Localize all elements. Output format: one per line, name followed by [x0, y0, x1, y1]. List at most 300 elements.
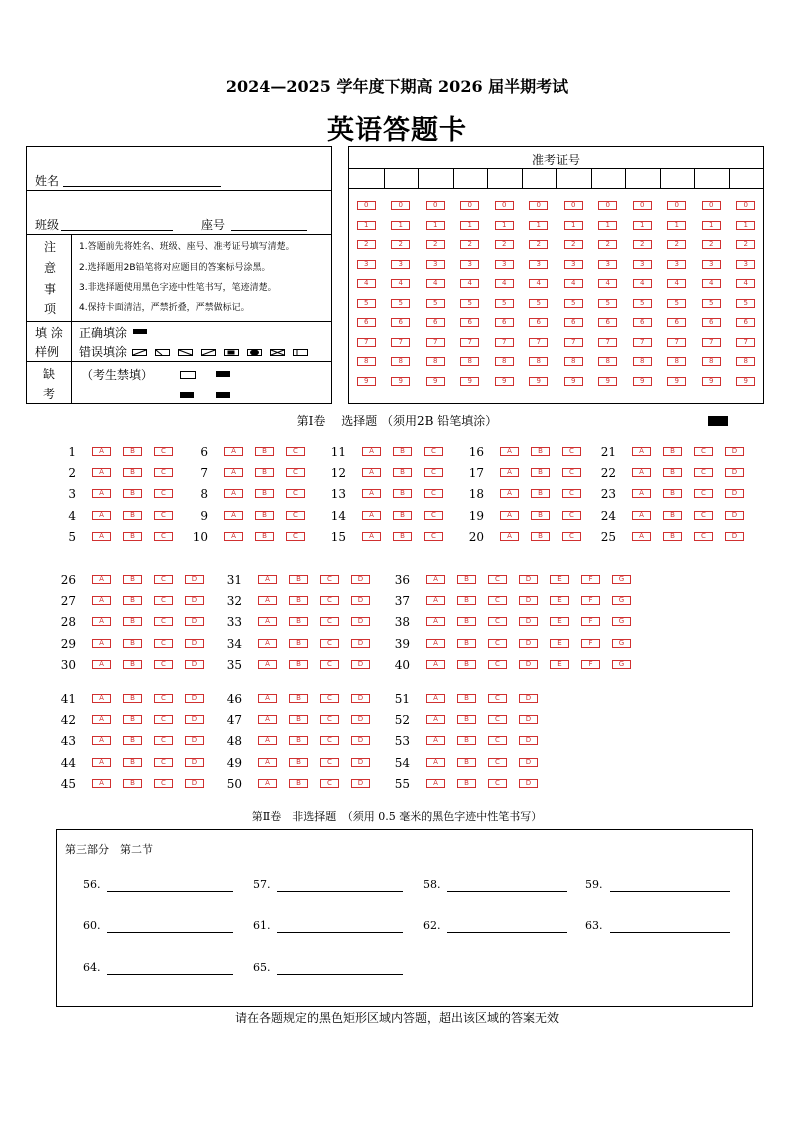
exam-id-digit-bubble[interactable]: 5	[357, 299, 376, 308]
exam-id-digit-bubble[interactable]: 3	[529, 260, 548, 269]
answer-option-bubble[interactable]: C	[320, 736, 339, 745]
exam-id-digit-bubble[interactable]: 1	[495, 221, 514, 230]
answer-option-bubble[interactable]: B	[289, 715, 308, 724]
exam-id-digit-bubble[interactable]: 4	[702, 279, 721, 288]
answer-option-bubble[interactable]: A	[92, 511, 111, 520]
exam-id-digit-bubble[interactable]: 4	[564, 279, 583, 288]
answer-option-bubble[interactable]: C	[320, 617, 339, 626]
exam-id-digit-bubble[interactable]: 6	[667, 318, 686, 327]
answer-option-bubble[interactable]: A	[258, 639, 277, 648]
exam-id-digit-bubble[interactable]: 2	[426, 240, 445, 249]
answer-option-bubble[interactable]: B	[531, 468, 550, 477]
exam-id-digit-bubble[interactable]: 0	[667, 201, 686, 210]
answer-option-bubble[interactable]: A	[258, 660, 277, 669]
exam-id-digit-bubble[interactable]: 5	[736, 299, 755, 308]
answer-option-bubble[interactable]: A	[224, 447, 243, 456]
exam-id-digit-bubble[interactable]: 4	[667, 279, 686, 288]
answer-option-bubble[interactable]: D	[351, 779, 370, 788]
answer-option-bubble[interactable]: D	[185, 715, 204, 724]
exam-id-digit-bubble[interactable]: 1	[460, 221, 479, 230]
exam-id-digit-bubble[interactable]: 3	[702, 260, 721, 269]
answer-option-bubble[interactable]: A	[92, 660, 111, 669]
answer-option-bubble[interactable]: A	[224, 468, 243, 477]
exam-id-digit-bubble[interactable]: 2	[460, 240, 479, 249]
exam-id-digit-bubble[interactable]: 0	[460, 201, 479, 210]
answer-option-bubble[interactable]: C	[320, 660, 339, 669]
answer-option-bubble[interactable]: E	[550, 575, 569, 584]
answer-option-bubble[interactable]: B	[393, 511, 412, 520]
answer-option-bubble[interactable]: D	[351, 575, 370, 584]
answer-option-bubble[interactable]: B	[123, 447, 142, 456]
exam-id-digit-bubble[interactable]: 8	[426, 357, 445, 366]
answer-option-bubble[interactable]: B	[255, 489, 274, 498]
answer-line[interactable]	[277, 931, 403, 933]
answer-option-bubble[interactable]: D	[185, 779, 204, 788]
answer-option-bubble[interactable]: D	[185, 617, 204, 626]
exam-id-digit-bubble[interactable]: 6	[426, 318, 445, 327]
exam-id-digit-bubble[interactable]: 1	[529, 221, 548, 230]
answer-option-bubble[interactable]: D	[519, 575, 538, 584]
exam-id-digit-bubble[interactable]: 8	[736, 357, 755, 366]
answer-option-bubble[interactable]: C	[694, 489, 713, 498]
exam-id-digit-bubble[interactable]: 7	[702, 338, 721, 347]
exam-id-digit-bubble[interactable]: 5	[598, 299, 617, 308]
exam-id-digit-bubble[interactable]: 7	[633, 338, 652, 347]
answer-option-bubble[interactable]: C	[320, 779, 339, 788]
answer-option-bubble[interactable]: B	[123, 617, 142, 626]
answer-option-bubble[interactable]: A	[500, 489, 519, 498]
answer-option-bubble[interactable]: C	[488, 694, 507, 703]
answer-option-bubble[interactable]: A	[92, 468, 111, 477]
answer-option-bubble[interactable]: C	[488, 758, 507, 767]
answer-option-bubble[interactable]: C	[154, 596, 173, 605]
exam-id-digit-bubble[interactable]: 9	[495, 377, 514, 386]
answer-line[interactable]	[447, 890, 567, 892]
exam-id-digit-bubble[interactable]: 2	[736, 240, 755, 249]
answer-option-bubble[interactable]: C	[154, 758, 173, 767]
answer-option-bubble[interactable]: A	[426, 736, 445, 745]
answer-option-bubble[interactable]: D	[519, 639, 538, 648]
answer-option-bubble[interactable]: D	[351, 736, 370, 745]
exam-id-digit-bubble[interactable]: 4	[391, 279, 410, 288]
name-field[interactable]	[63, 172, 221, 187]
answer-option-bubble[interactable]: C	[154, 532, 173, 541]
answer-option-bubble[interactable]: F	[581, 660, 600, 669]
answer-option-bubble[interactable]: A	[500, 447, 519, 456]
exam-id-digit-bubble[interactable]: 0	[736, 201, 755, 210]
exam-id-digit-bubble[interactable]: 0	[391, 201, 410, 210]
answer-option-bubble[interactable]: C	[424, 511, 443, 520]
answer-option-bubble[interactable]: D	[519, 758, 538, 767]
answer-option-bubble[interactable]: B	[123, 489, 142, 498]
answer-option-bubble[interactable]: A	[500, 468, 519, 477]
answer-option-bubble[interactable]: C	[424, 447, 443, 456]
answer-option-bubble[interactable]: C	[694, 468, 713, 477]
answer-option-bubble[interactable]: C	[154, 447, 173, 456]
exam-id-digit-bubble[interactable]: 8	[702, 357, 721, 366]
exam-id-digit-bubble[interactable]: 2	[357, 240, 376, 249]
answer-option-bubble[interactable]: B	[255, 447, 274, 456]
answer-option-bubble[interactable]: B	[289, 596, 308, 605]
answer-option-bubble[interactable]: A	[224, 532, 243, 541]
answer-option-bubble[interactable]: B	[289, 639, 308, 648]
answer-option-bubble[interactable]: D	[519, 779, 538, 788]
exam-id-digit-bubble[interactable]: 1	[702, 221, 721, 230]
seat-field[interactable]	[231, 216, 307, 231]
answer-option-bubble[interactable]: D	[519, 617, 538, 626]
answer-option-bubble[interactable]: G	[612, 617, 631, 626]
answer-option-bubble[interactable]: B	[123, 694, 142, 703]
answer-option-bubble[interactable]: B	[457, 617, 476, 626]
answer-option-bubble[interactable]: D	[185, 660, 204, 669]
exam-id-digit-bubble[interactable]: 9	[460, 377, 479, 386]
exam-id-digit-bubble[interactable]: 6	[495, 318, 514, 327]
answer-option-bubble[interactable]: D	[725, 511, 744, 520]
exam-id-digit-bubble[interactable]: 8	[460, 357, 479, 366]
answer-option-bubble[interactable]: B	[663, 447, 682, 456]
answer-option-bubble[interactable]: A	[632, 532, 651, 541]
answer-option-bubble[interactable]: A	[426, 596, 445, 605]
answer-option-bubble[interactable]: A	[362, 532, 381, 541]
exam-id-digit-bubble[interactable]: 2	[598, 240, 617, 249]
answer-option-bubble[interactable]: A	[92, 575, 111, 584]
exam-id-digit-bubble[interactable]: 0	[357, 201, 376, 210]
exam-id-digit-bubble[interactable]: 3	[633, 260, 652, 269]
answer-option-bubble[interactable]: D	[351, 758, 370, 767]
exam-id-digit-bubble[interactable]: 2	[702, 240, 721, 249]
answer-option-bubble[interactable]: B	[457, 660, 476, 669]
answer-option-bubble[interactable]: B	[663, 511, 682, 520]
exam-id-digit-bubble[interactable]: 6	[564, 318, 583, 327]
exam-id-digit-bubble[interactable]: 3	[460, 260, 479, 269]
answer-option-bubble[interactable]: D	[185, 596, 204, 605]
answer-option-bubble[interactable]: B	[531, 489, 550, 498]
answer-option-bubble[interactable]: C	[154, 694, 173, 703]
answer-option-bubble[interactable]: C	[154, 639, 173, 648]
answer-option-bubble[interactable]: B	[531, 511, 550, 520]
answer-option-bubble[interactable]: A	[632, 447, 651, 456]
answer-option-bubble[interactable]: C	[320, 758, 339, 767]
answer-option-bubble[interactable]: C	[488, 779, 507, 788]
exam-id-digit-bubble[interactable]: 3	[495, 260, 514, 269]
answer-option-bubble[interactable]: A	[426, 758, 445, 767]
exam-id-digit-bubble[interactable]: 8	[598, 357, 617, 366]
answer-option-bubble[interactable]: A	[258, 575, 277, 584]
answer-option-bubble[interactable]: B	[393, 447, 412, 456]
answer-option-bubble[interactable]: C	[154, 511, 173, 520]
answer-option-bubble[interactable]: A	[92, 694, 111, 703]
answer-option-bubble[interactable]: B	[123, 660, 142, 669]
answer-option-bubble[interactable]: C	[286, 532, 305, 541]
exam-id-digit-bubble[interactable]: 3	[667, 260, 686, 269]
answer-option-bubble[interactable]: C	[488, 660, 507, 669]
exam-id-digit-bubble[interactable]: 7	[495, 338, 514, 347]
exam-id-digit-bubble[interactable]: 9	[391, 377, 410, 386]
answer-line[interactable]	[107, 890, 233, 892]
answer-option-bubble[interactable]: B	[457, 715, 476, 724]
exam-id-digit-bubble[interactable]: 7	[667, 338, 686, 347]
answer-line[interactable]	[277, 973, 403, 975]
answer-option-bubble[interactable]: D	[351, 617, 370, 626]
exam-id-digit-bubble[interactable]: 0	[495, 201, 514, 210]
answer-option-bubble[interactable]: B	[123, 639, 142, 648]
answer-option-bubble[interactable]: B	[393, 489, 412, 498]
exam-id-digit-bubble[interactable]: 5	[391, 299, 410, 308]
answer-option-bubble[interactable]: A	[500, 511, 519, 520]
exam-id-digit-bubble[interactable]: 6	[633, 318, 652, 327]
answer-option-bubble[interactable]: B	[289, 779, 308, 788]
exam-id-digit-bubble[interactable]: 3	[391, 260, 410, 269]
answer-option-bubble[interactable]: B	[255, 532, 274, 541]
answer-option-bubble[interactable]: A	[426, 779, 445, 788]
answer-option-bubble[interactable]: D	[185, 639, 204, 648]
answer-option-bubble[interactable]: A	[92, 779, 111, 788]
exam-id-digit-bubble[interactable]: 7	[598, 338, 617, 347]
exam-id-digit-bubble[interactable]: 0	[598, 201, 617, 210]
answer-option-bubble[interactable]: D	[185, 694, 204, 703]
answer-option-bubble[interactable]: B	[123, 575, 142, 584]
answer-option-bubble[interactable]: A	[500, 532, 519, 541]
answer-option-bubble[interactable]: C	[562, 489, 581, 498]
answer-option-bubble[interactable]: C	[320, 694, 339, 703]
answer-line[interactable]	[107, 973, 233, 975]
answer-option-bubble[interactable]: A	[362, 468, 381, 477]
exam-id-digit-bubble[interactable]: 9	[633, 377, 652, 386]
exam-id-digit-bubble[interactable]: 6	[391, 318, 410, 327]
answer-option-bubble[interactable]: B	[123, 736, 142, 745]
answer-option-bubble[interactable]: D	[185, 575, 204, 584]
answer-option-bubble[interactable]: C	[286, 489, 305, 498]
answer-option-bubble[interactable]: D	[725, 489, 744, 498]
answer-option-bubble[interactable]: B	[123, 468, 142, 477]
answer-option-bubble[interactable]: B	[123, 532, 142, 541]
answer-option-bubble[interactable]: B	[289, 575, 308, 584]
answer-option-bubble[interactable]: A	[224, 489, 243, 498]
answer-option-bubble[interactable]: G	[612, 660, 631, 669]
answer-option-bubble[interactable]: A	[426, 639, 445, 648]
exam-id-digit-bubble[interactable]: 2	[564, 240, 583, 249]
answer-option-bubble[interactable]: A	[92, 639, 111, 648]
answer-option-bubble[interactable]: A	[92, 715, 111, 724]
answer-option-bubble[interactable]: A	[426, 694, 445, 703]
answer-option-bubble[interactable]: B	[255, 511, 274, 520]
answer-option-bubble[interactable]: B	[457, 779, 476, 788]
answer-option-bubble[interactable]: A	[92, 617, 111, 626]
exam-id-digit-bubble[interactable]: 8	[391, 357, 410, 366]
answer-option-bubble[interactable]: C	[562, 447, 581, 456]
answer-option-bubble[interactable]: B	[393, 468, 412, 477]
answer-option-bubble[interactable]: B	[663, 532, 682, 541]
exam-id-digit-bubble[interactable]: 5	[460, 299, 479, 308]
answer-option-bubble[interactable]: F	[581, 617, 600, 626]
exam-id-digit-bubble[interactable]: 7	[357, 338, 376, 347]
answer-option-bubble[interactable]: C	[694, 532, 713, 541]
answer-option-bubble[interactable]: B	[289, 660, 308, 669]
exam-id-digit-bubble[interactable]: 6	[460, 318, 479, 327]
exam-id-digit-bubble[interactable]: 4	[460, 279, 479, 288]
answer-option-bubble[interactable]: A	[426, 575, 445, 584]
exam-id-digit-bubble[interactable]: 8	[495, 357, 514, 366]
exam-id-digit-bubble[interactable]: 2	[667, 240, 686, 249]
exam-id-digit-bubble[interactable]: 1	[564, 221, 583, 230]
answer-option-bubble[interactable]: B	[457, 736, 476, 745]
answer-option-bubble[interactable]: C	[320, 596, 339, 605]
answer-option-bubble[interactable]: C	[154, 779, 173, 788]
exam-id-digit-bubble[interactable]: 9	[667, 377, 686, 386]
answer-option-bubble[interactable]: A	[426, 617, 445, 626]
answer-option-bubble[interactable]: A	[258, 596, 277, 605]
exam-id-digit-bubble[interactable]: 9	[357, 377, 376, 386]
answer-option-bubble[interactable]: B	[457, 575, 476, 584]
absent-checkbox[interactable]	[180, 371, 196, 379]
exam-id-digit-bubble[interactable]: 7	[529, 338, 548, 347]
answer-option-bubble[interactable]: B	[531, 447, 550, 456]
answer-option-bubble[interactable]: B	[457, 694, 476, 703]
answer-option-bubble[interactable]: G	[612, 596, 631, 605]
exam-id-digit-bubble[interactable]: 1	[357, 221, 376, 230]
answer-option-bubble[interactable]: A	[426, 660, 445, 669]
answer-option-bubble[interactable]: D	[351, 694, 370, 703]
exam-id-digit-bubble[interactable]: 3	[426, 260, 445, 269]
answer-option-bubble[interactable]: A	[362, 511, 381, 520]
answer-option-bubble[interactable]: C	[488, 715, 507, 724]
answer-option-bubble[interactable]: B	[531, 532, 550, 541]
answer-option-bubble[interactable]: C	[694, 447, 713, 456]
answer-option-bubble[interactable]: C	[154, 660, 173, 669]
answer-option-bubble[interactable]: C	[154, 489, 173, 498]
answer-option-bubble[interactable]: D	[519, 596, 538, 605]
exam-id-digit-bubble[interactable]: 4	[357, 279, 376, 288]
exam-id-digit-bubble[interactable]: 8	[667, 357, 686, 366]
answer-option-bubble[interactable]: C	[488, 617, 507, 626]
answer-option-bubble[interactable]: A	[258, 779, 277, 788]
answer-option-bubble[interactable]: B	[663, 489, 682, 498]
exam-id-digit-bubble[interactable]: 6	[357, 318, 376, 327]
answer-option-bubble[interactable]: B	[457, 639, 476, 648]
answer-option-bubble[interactable]: C	[154, 736, 173, 745]
answer-line[interactable]	[610, 890, 730, 892]
exam-id-digit-bubble[interactable]: 9	[702, 377, 721, 386]
answer-option-bubble[interactable]: C	[320, 715, 339, 724]
answer-option-bubble[interactable]: C	[154, 617, 173, 626]
answer-option-bubble[interactable]: C	[154, 468, 173, 477]
answer-option-bubble[interactable]: C	[320, 575, 339, 584]
answer-option-bubble[interactable]: C	[424, 532, 443, 541]
answer-option-bubble[interactable]: C	[424, 489, 443, 498]
answer-option-bubble[interactable]: C	[488, 639, 507, 648]
answer-option-bubble[interactable]: D	[519, 694, 538, 703]
exam-id-digit-bubble[interactable]: 0	[633, 201, 652, 210]
exam-id-digit-bubble[interactable]: 6	[529, 318, 548, 327]
answer-option-bubble[interactable]: E	[550, 617, 569, 626]
exam-id-digit-bubble[interactable]: 9	[598, 377, 617, 386]
answer-option-bubble[interactable]: C	[562, 511, 581, 520]
answer-option-bubble[interactable]: D	[351, 596, 370, 605]
answer-option-bubble[interactable]: C	[488, 596, 507, 605]
exam-id-digit-bubble[interactable]: 0	[564, 201, 583, 210]
exam-id-digit-bubble[interactable]: 1	[667, 221, 686, 230]
answer-option-bubble[interactable]: D	[351, 639, 370, 648]
exam-id-digit-bubble[interactable]: 5	[633, 299, 652, 308]
answer-option-bubble[interactable]: A	[92, 758, 111, 767]
exam-id-digit-bubble[interactable]: 3	[736, 260, 755, 269]
answer-option-bubble[interactable]: B	[457, 758, 476, 767]
exam-id-digit-bubble[interactable]: 7	[426, 338, 445, 347]
answer-option-bubble[interactable]: F	[581, 575, 600, 584]
answer-option-bubble[interactable]: A	[632, 489, 651, 498]
exam-id-digit-bubble[interactable]: 4	[529, 279, 548, 288]
answer-option-bubble[interactable]: B	[123, 596, 142, 605]
exam-id-digit-bubble[interactable]: 0	[702, 201, 721, 210]
answer-option-bubble[interactable]: A	[224, 511, 243, 520]
answer-option-bubble[interactable]: B	[289, 617, 308, 626]
answer-option-bubble[interactable]: C	[488, 736, 507, 745]
exam-id-digit-bubble[interactable]: 4	[633, 279, 652, 288]
exam-id-digit-bubble[interactable]: 9	[529, 377, 548, 386]
exam-id-digit-bubble[interactable]: 3	[564, 260, 583, 269]
answer-option-bubble[interactable]: B	[255, 468, 274, 477]
answer-option-bubble[interactable]: B	[123, 779, 142, 788]
answer-option-bubble[interactable]: B	[393, 532, 412, 541]
answer-option-bubble[interactable]: B	[663, 468, 682, 477]
answer-option-bubble[interactable]: F	[581, 596, 600, 605]
answer-option-bubble[interactable]: C	[562, 532, 581, 541]
answer-option-bubble[interactable]: D	[351, 715, 370, 724]
answer-option-bubble[interactable]: A	[92, 736, 111, 745]
answer-option-bubble[interactable]: D	[519, 715, 538, 724]
exam-id-digit-bubble[interactable]: 1	[598, 221, 617, 230]
exam-id-digit-bubble[interactable]: 1	[391, 221, 410, 230]
answer-option-bubble[interactable]: C	[562, 468, 581, 477]
answer-option-bubble[interactable]: C	[286, 447, 305, 456]
answer-option-bubble[interactable]: C	[154, 715, 173, 724]
answer-line[interactable]	[447, 931, 567, 933]
answer-option-bubble[interactable]: G	[612, 575, 631, 584]
exam-id-digit-bubble[interactable]: 6	[736, 318, 755, 327]
answer-option-bubble[interactable]: A	[258, 736, 277, 745]
exam-id-digit-bubble[interactable]: 1	[426, 221, 445, 230]
answer-option-bubble[interactable]: B	[289, 736, 308, 745]
exam-id-digit-bubble[interactable]: 6	[598, 318, 617, 327]
answer-option-bubble[interactable]: A	[362, 447, 381, 456]
answer-option-bubble[interactable]: A	[258, 758, 277, 767]
exam-id-digit-bubble[interactable]: 3	[357, 260, 376, 269]
answer-option-bubble[interactable]: B	[457, 596, 476, 605]
answer-option-bubble[interactable]: D	[519, 736, 538, 745]
exam-id-digit-bubble[interactable]: 4	[598, 279, 617, 288]
exam-id-digit-bubble[interactable]: 0	[426, 201, 445, 210]
answer-line[interactable]	[277, 890, 403, 892]
answer-option-bubble[interactable]: E	[550, 660, 569, 669]
exam-id-digit-bubble[interactable]: 8	[564, 357, 583, 366]
exam-id-digit-bubble[interactable]: 9	[736, 377, 755, 386]
answer-option-bubble[interactable]: G	[612, 639, 631, 648]
exam-id-digit-bubble[interactable]: 2	[391, 240, 410, 249]
answer-option-bubble[interactable]: B	[123, 715, 142, 724]
answer-option-bubble[interactable]: C	[320, 639, 339, 648]
exam-id-digit-bubble[interactable]: 2	[633, 240, 652, 249]
exam-id-digit-bubble[interactable]: 5	[667, 299, 686, 308]
answer-option-bubble[interactable]: C	[286, 511, 305, 520]
exam-id-digit-bubble[interactable]: 2	[529, 240, 548, 249]
answer-option-bubble[interactable]: D	[725, 468, 744, 477]
exam-id-digit-bubble[interactable]: 4	[426, 279, 445, 288]
answer-option-bubble[interactable]: D	[725, 532, 744, 541]
answer-option-bubble[interactable]: A	[426, 715, 445, 724]
exam-id-digit-bubble[interactable]: 0	[529, 201, 548, 210]
exam-id-digit-bubble[interactable]: 4	[736, 279, 755, 288]
answer-option-bubble[interactable]: B	[289, 694, 308, 703]
